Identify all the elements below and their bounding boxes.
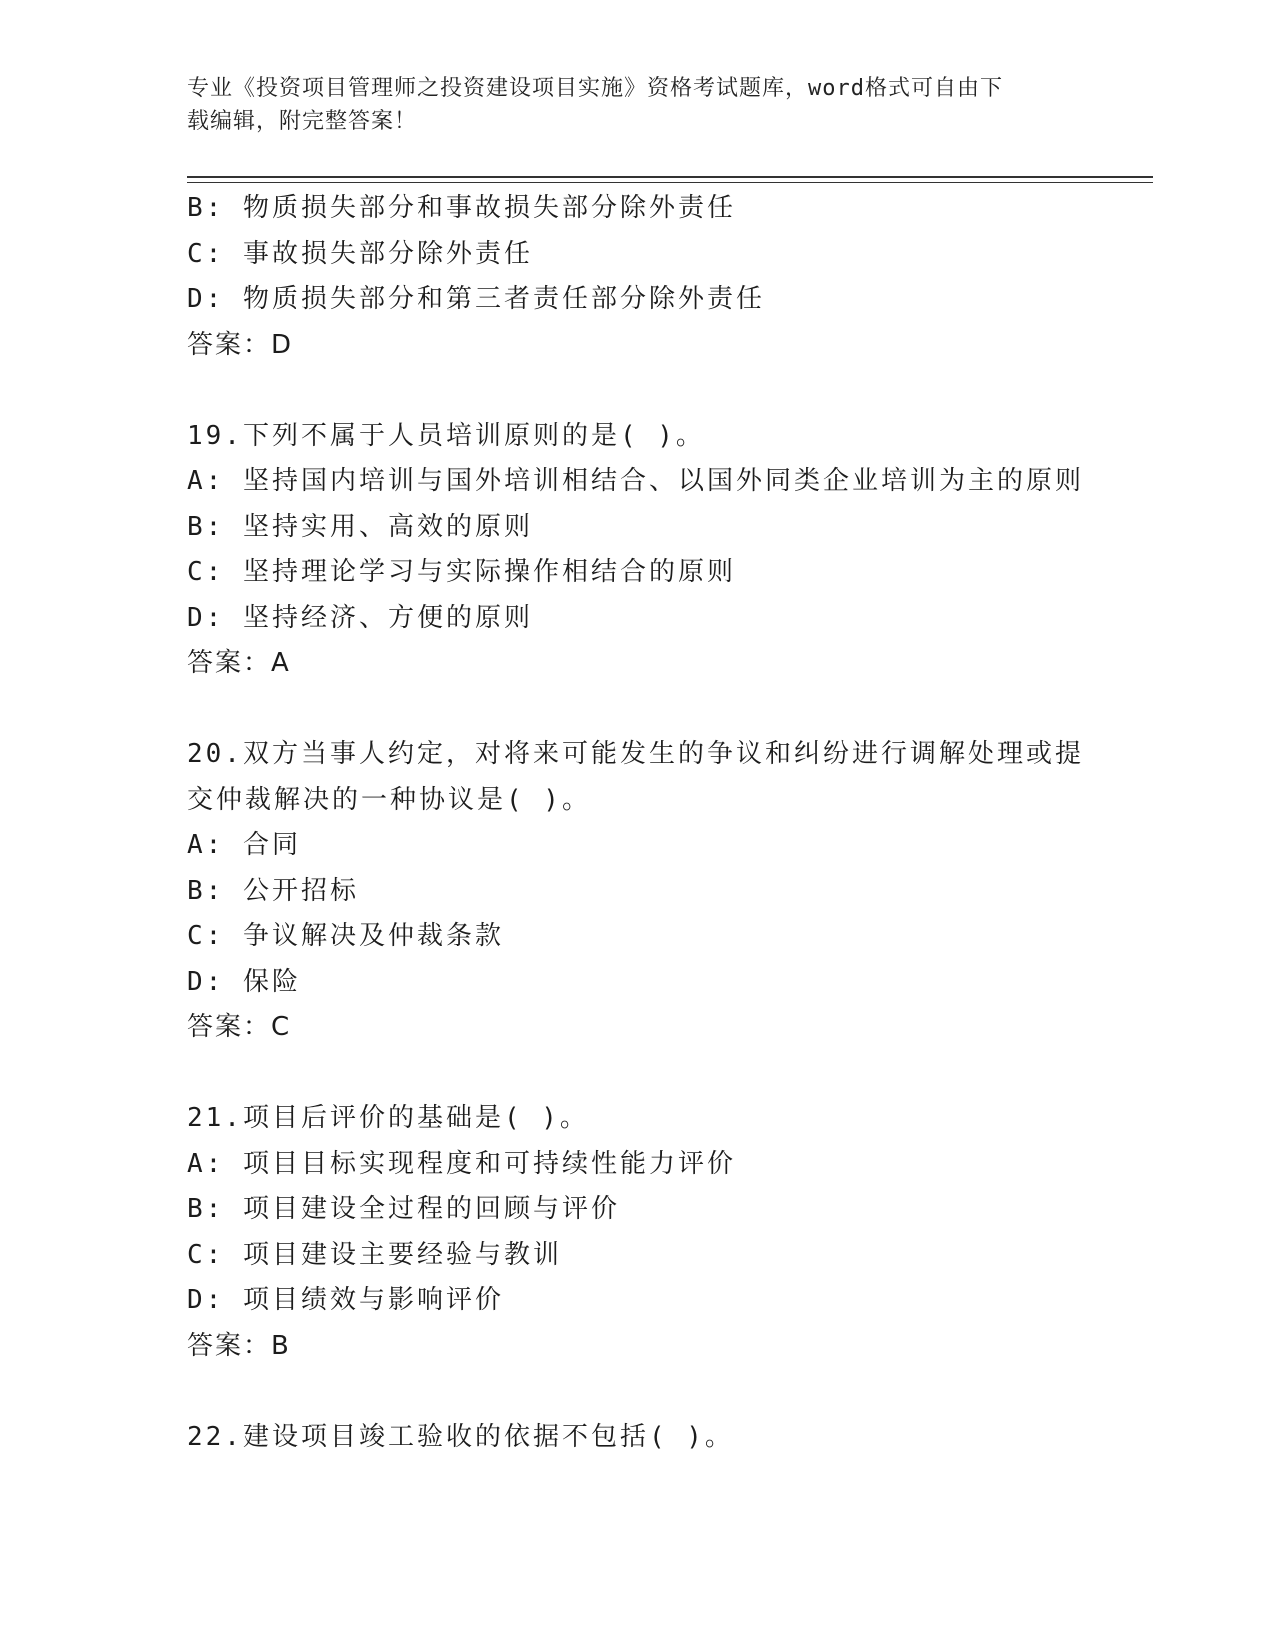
header-line-1: 专业《投资项目管理师之投资建设项目实施》资格考试题库，word格式可自由下 — [187, 76, 1003, 101]
question-block-19 — [187, 414, 1087, 687]
document-header — [187, 72, 1067, 138]
question-stem: 19.下列不属于人员培训原则的是( )。 — [187, 420, 705, 451]
option-d: D: 项目绩效与影响评价 — [187, 1285, 504, 1315]
spacer — [187, 1369, 1087, 1415]
answer-line: 答案：B — [187, 1330, 291, 1361]
question-stem: 21.项目后评价的基础是( )。 — [187, 1103, 589, 1133]
option-a: A: 坚持国内培训与国外培训相结合、以国外同类企业培训为主的原则 — [187, 466, 1084, 496]
option-d: D: 保险 — [187, 966, 301, 997]
option-b: B: 公开招标 — [187, 875, 359, 906]
option-d: D: 坚持经济、方便的原则 — [187, 602, 533, 633]
question-block-continued — [187, 186, 1087, 368]
spacer — [187, 687, 1087, 733]
option-c: C: 争议解决及仲裁条款 — [187, 921, 504, 951]
question-stem: 22.建设项目竣工验收的依据不包括( )。 — [187, 1421, 734, 1452]
header-divider-thin — [187, 182, 1153, 183]
option-a: A: 合同 — [187, 830, 301, 860]
option-c: C: 项目建设主要经验与教训 — [187, 1239, 562, 1270]
spacer — [187, 368, 1087, 414]
question-block-20 — [187, 732, 1087, 1051]
question-stem: 20.双方当事人约定，对将来可能发生的争议和纠纷进行调解处理或提 — [187, 739, 1084, 769]
answer-line: 答案：A — [187, 648, 291, 678]
header-line-2: 载编辑，附完整答案！ — [187, 109, 418, 134]
question-block-21 — [187, 1096, 1087, 1369]
option-b: B: 坚持实用、高效的原则 — [187, 511, 533, 542]
option-c: C: 事故损失部分除外责任 — [187, 238, 533, 269]
question-list — [187, 186, 1087, 1460]
answer-line: 答案：C — [187, 1012, 292, 1042]
header-divider-thick — [187, 176, 1153, 178]
spacer — [187, 1051, 1087, 1097]
option-d: D: 物质损失部分和第三者责任部分除外责任 — [187, 284, 765, 314]
option-c: C: 坚持理论学习与实际操作相结合的原则 — [187, 557, 736, 587]
answer-line: 答案：D — [187, 329, 294, 360]
option-b: B: 物质损失部分和事故损失部分除外责任 — [187, 193, 736, 223]
option-a: A: 项目目标实现程度和可持续性能力评价 — [187, 1148, 736, 1179]
question-stem-continued: 交仲裁解决的一种协议是( )。 — [187, 784, 591, 815]
question-block-22 — [187, 1415, 1087, 1461]
option-b: B: 项目建设全过程的回顾与评价 — [187, 1194, 620, 1224]
